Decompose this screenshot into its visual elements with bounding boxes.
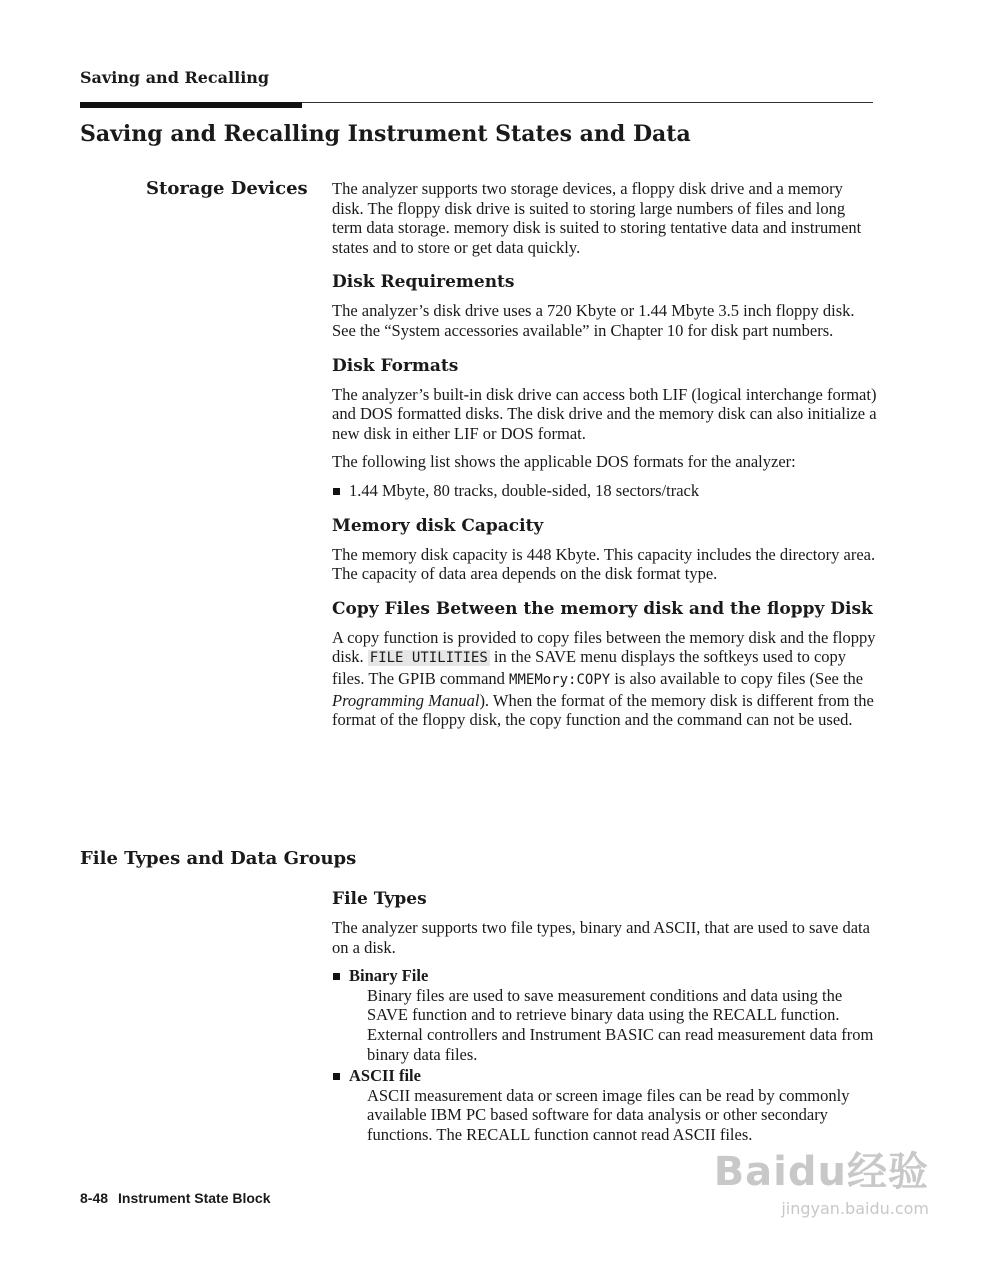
watermark-logo: Baidu经验 [713, 1149, 929, 1195]
binary-file-item [332, 966, 877, 1064]
programming-manual-ref: Programming Manual [332, 690, 480, 710]
header-rule-thick [80, 102, 302, 108]
copy-text-2: in the SAVE menu displays the softkeys used to copy files. The GPIB command [332, 647, 847, 688]
disk-requirements-text: The analyzer’s disk drive uses a 720 Kbyte or 1.44 Mbyte 3.5 inch floppy disk. See the “System accessories available” in Chapter 10 for disk part numbers. [332, 301, 855, 340]
baidu-watermark [714, 1140, 929, 1218]
file-types-column [332, 888, 877, 1147]
memory-capacity-text: The memory disk capacity is 448 Kbyte. This capacity includes the directory area. The capacity of data area depends on the disk format type. [332, 544, 876, 584]
binary-file-title: Binary File [349, 966, 429, 986]
file-utilities-softkey: FILE UTILITIES [369, 650, 488, 667]
ascii-file-title: ASCII file [349, 1066, 421, 1086]
dos-format-bullet: 1.44 Mbyte, 80 tracks, double-sided, 18 sectors/track [332, 481, 877, 501]
disk-formats-text: The analyzer’s built-in disk drive can access both LIF (logical interchange format) and DOS formatted disks. The disk drive and the memory disk can also initialize a new disk in either LIF or DOS format. [332, 384, 877, 443]
page-footer [80, 1190, 281, 1206]
page-number: 8-48 [80, 1190, 109, 1206]
copy-text-3: is also available to copy files (See the [610, 668, 864, 688]
disk-requirements-heading: Disk Requirements [332, 272, 515, 293]
binary-file-body: Binary files are used to save measurement conditions and data using the SAVE function and to retrieve binary data using the RECALL function. External controllers and Instrument BASIC can read measurement data from binary data files. [367, 985, 874, 1064]
header-rule-thin [302, 102, 873, 103]
copy-text-1: A copy function is provided to copy files between the memory disk and the floppy disk. [332, 627, 876, 667]
chapter-name: Instrument State Block [118, 1190, 271, 1206]
storage-intro: The analyzer supports two storage devices, a floppy disk drive and a memory disk. The floppy disk drive is suited to storing large numbers of files and long term data storage. memory disk is suited to storing tentative data and instrument states and to store or get data quickly. [332, 179, 862, 257]
watermark-url: jingyan.baidu.com [781, 1199, 929, 1218]
copy-files-text [332, 628, 877, 730]
page-title: Saving and Recalling Instrument States and Data [80, 121, 691, 147]
running-head: Saving and Recalling [80, 68, 270, 87]
storage-devices-heading: Storage Devices [146, 178, 308, 199]
memory-capacity-heading: Memory disk Capacity [332, 515, 544, 536]
ascii-file-item [332, 1066, 877, 1144]
gpib-command: MMEMory:COPY [509, 671, 611, 688]
copy-files-heading: Copy Files Between the memory disk and the floppy Disk [332, 598, 873, 619]
storage-devices-column [332, 179, 877, 739]
ascii-file-body: ASCII measurement data or screen image files can be read by commonly available IBM PC based software for data analysis or other secondary functions. The RECALL function cannot read ASCII files. [367, 1085, 850, 1144]
file-types-heading: File Types [332, 889, 427, 909]
disk-formats-heading: Disk Formats [332, 355, 459, 376]
dos-formats-intro: The following list shows the applicable DOS formats for the analyzer: [332, 452, 796, 472]
copy-text-4: ). When the format of the memory disk is different from the format of the floppy disk, the copy function and the command can not be used. [332, 690, 874, 730]
file-types-data-groups-heading: File Types and Data Groups [80, 848, 357, 869]
file-types-text: The analyzer supports two file types, binary and ASCII, that are used to save data on a disk. [332, 918, 870, 957]
